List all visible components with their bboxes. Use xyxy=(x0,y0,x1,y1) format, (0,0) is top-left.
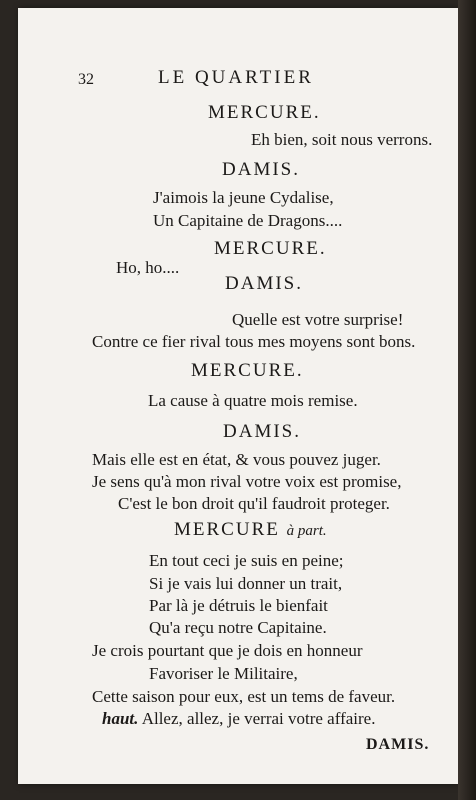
speaker-name: MERCURE. xyxy=(208,102,321,123)
verse-line: Favoriser le Militaire, xyxy=(149,664,298,683)
catchword: DAMIS. xyxy=(366,736,430,753)
verse-text: Allez, allez, je verrai votre affaire. xyxy=(141,709,376,728)
verse-line: En tout ceci je suis en peine; xyxy=(149,551,344,570)
stage-direction: haut. xyxy=(102,709,139,728)
page-number: 32 xyxy=(78,71,94,88)
verse-line: Je sens qu'à mon rival votre voix est promise, xyxy=(92,472,402,491)
verse-line: La cause à quatre mois remise. xyxy=(148,391,358,410)
speaker-name xyxy=(174,520,327,541)
stage-direction: à part. xyxy=(286,523,327,539)
verse-line: Mais elle est en état, & vous pouvez juger. xyxy=(92,450,381,469)
verse-line: Cette saison pour eux, est un tems de faveur. xyxy=(92,687,396,706)
speaker-name: MERCURE. xyxy=(214,238,327,259)
speaker-name: MERCURE. xyxy=(191,360,304,381)
verse-line: Quelle est votre surprise! xyxy=(232,310,404,329)
running-title: LE QUARTIER xyxy=(158,67,314,88)
speaker-name: DAMIS. xyxy=(222,159,300,180)
verse-line: C'est le bon droit qu'il faudroit proteger. xyxy=(118,494,390,513)
verse-line: Si je vais lui donner un trait, xyxy=(149,574,343,593)
verse-line: Ho, ho.... xyxy=(116,258,180,277)
book-spine xyxy=(458,0,476,800)
speaker-name: DAMIS. xyxy=(225,273,303,294)
verse-line: J'aimois la jeune Cydalise, xyxy=(153,188,334,207)
verse-line: Contre ce fier rival tous mes moyens sont bons. xyxy=(92,332,416,351)
verse-line: Eh bien, soit nous verrons. xyxy=(251,130,433,149)
speaker-name: DAMIS. xyxy=(223,421,301,442)
verse-line xyxy=(102,709,375,729)
speaker-name-text: MERCURE xyxy=(174,519,280,540)
verse-line: Je crois pourtant que je dois en honneur xyxy=(92,641,363,660)
verse-line: Par là je détruis le bienfait xyxy=(149,596,328,615)
verse-line: Qu'a reçu notre Capitaine. xyxy=(149,618,327,637)
verse-line: Un Capitaine de Dragons.... xyxy=(153,211,343,230)
book-page xyxy=(18,8,458,784)
